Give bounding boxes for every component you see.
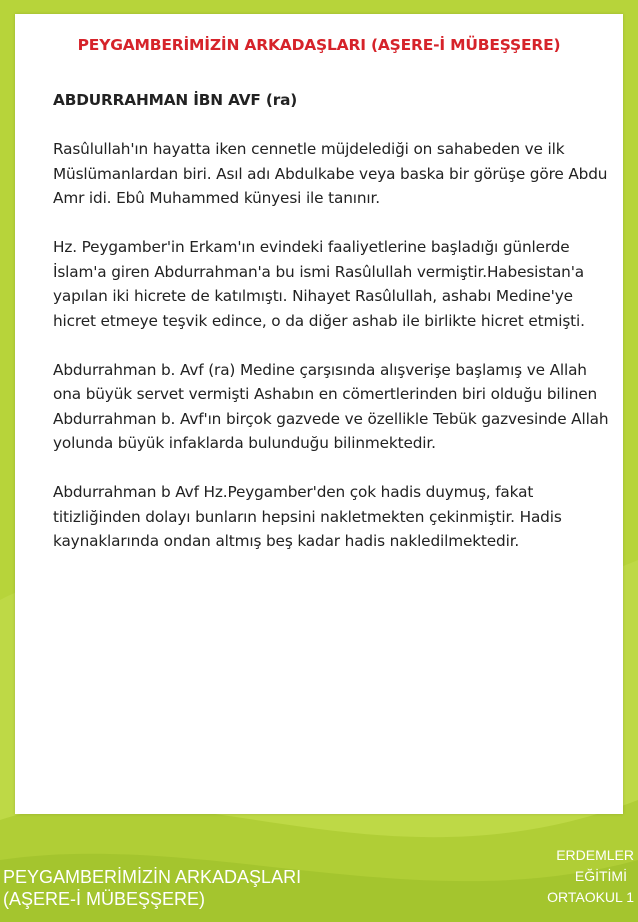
- paragraph-1: Rasûlullah'ın hayatta iken cennetle müjdelediği on sahabeden ve ilk Müslümanlardan biri. Asıl adı Abdulkabe veya baska bir görüşe göre Abdu Amr idi. Ebû Muhammed künyesi ile tanınır.: [53, 140, 608, 207]
- paragraph-2: Hz. Peygamber'in Erkam'ın evindeki faaliyetlerine başladığı günlerde İslam'a giren Abdurrahman'a bu ismi Rasûlullah vermiştir.Habesistan'a yapılan iki hicrete de katılmıştı. Nihayet Rasûlullah, ashabı Medine'ye hicret etmeye teşvik edince, o da diğer ashab ile birlikte hicret etmişti.: [53, 238, 585, 330]
- footer-course-line3: ORTAOKUL 1: [547, 889, 634, 905]
- footer-series-title-line1: PEYGAMBERİMİZİN ARKADAŞLARI: [3, 867, 302, 887]
- paragraph-3: Abdurrahman b. Avf (ra) Medine çarşısında alışverişe başlamış ve Allah ona büyük servet vermişti Ashabın en cömertlerinden biri olduğu bilinen Abdurrahman b. Avf'ın birçok gazvede ve özellikle Tebük gazvesinde Allah yolunda büyük infaklarda bulunduğu bilinmektedir.: [53, 360, 609, 452]
- article-body: [53, 88, 613, 578]
- footer-series-title: [3, 866, 301, 910]
- article-subtitle: ABDURRAHMAN İBN AVF (ra): [53, 91, 298, 109]
- footer-course-label: [547, 845, 634, 908]
- content-page: [15, 14, 623, 814]
- paragraph-4: Abdurrahman b Avf Hz.Peygamber'den çok hadis duymuş, fakat titizliğinden dolayı bunların hepsini nakletmekten çekinmiştir. Hadis kaynaklarında ondan altmış beş kadar hadis nakledilmektedir.: [53, 483, 562, 550]
- footer-course-line1: ERDEMLER: [556, 847, 634, 863]
- footer-series-title-line2: (AŞERE-İ MÜBEŞŞERE): [3, 889, 206, 909]
- footer-course-line2: EĞİTİMİ: [574, 868, 627, 884]
- page-title: PEYGAMBERİMİZİN ARKADAŞLARI (AŞERE-İ MÜBEŞŞERE): [77, 36, 561, 54]
